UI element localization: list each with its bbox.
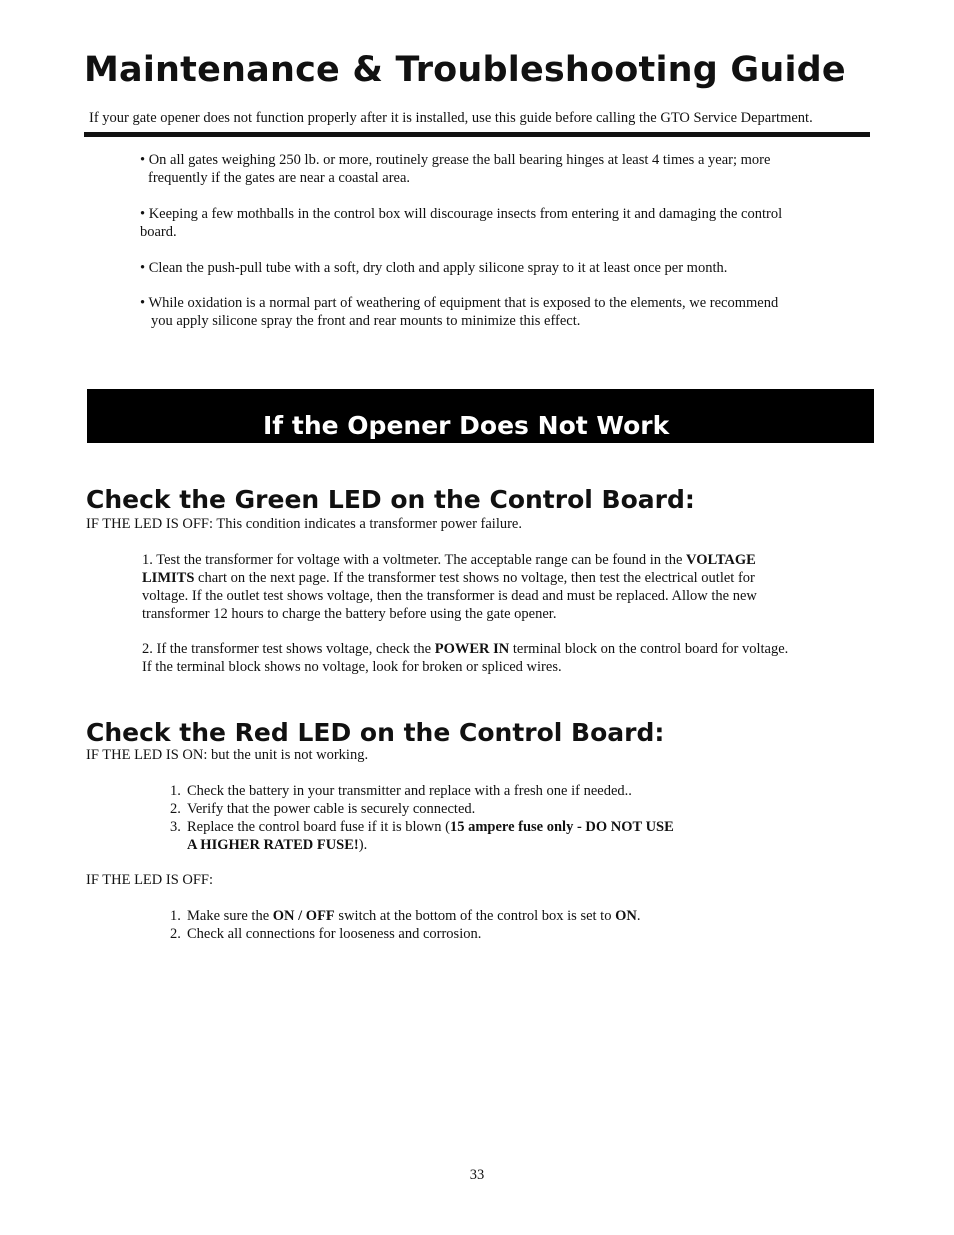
green-led-condition: IF THE LED IS OFF: This condition indicates a transformer power failure. — [86, 516, 522, 532]
page-title: Maintenance & Troubleshooting Guide — [84, 50, 846, 90]
tip-clean-tube: • Clean the push-pull tube with a soft, dry cloth and apply silicone spray to it at least once per month. — [140, 260, 728, 276]
section-banner — [87, 389, 874, 443]
list-item: 1. Check the battery in your transmitter and replace with a fresh one if needed.. — [170, 783, 632, 799]
tip-mothballs: • Keeping a few mothballs in the control box will discourage insects from entering it and damaging the control board. — [140, 206, 783, 240]
list-item: 1. Make sure the ON / OFF switch at the bottom of the control box is set to ON. — [170, 908, 641, 924]
red-led-heading: Check the Red LED on the Control Board: — [86, 718, 665, 747]
list-item: 2. Verify that the power cable is securely connected. — [170, 801, 476, 817]
page-number: 33 — [469, 1167, 485, 1183]
red-led-condition-off: IF THE LED IS OFF: — [86, 872, 214, 888]
divider-rule — [84, 132, 870, 137]
banner-title: If the Opener Does Not Work — [263, 411, 670, 440]
list-item: 2. Check all connections for looseness and corrosion. — [170, 926, 482, 942]
red-led-condition-on: IF THE LED IS ON: but the unit is not working. — [86, 747, 369, 763]
red-led-off-steps — [170, 907, 640, 943]
tip-grease-hinges: • On all gates weighing 250 lb. or more, routinely grease the ball bearing hinges at least 4 times a year; more frequently if the gates are near a coastal area. — [140, 152, 771, 186]
intro-text: If your gate opener does not function properly after it is installed, use this guide before calling the GTO Service Department. — [89, 110, 813, 126]
list-item: 3. Replace the control board fuse if it is blown (15 ampere fuse only - DO NOT USE A HIGHER RATED FUSE!). — [170, 819, 674, 853]
red-led-on-steps — [170, 782, 674, 854]
green-led-heading: Check the Green LED on the Control Board: — [86, 485, 695, 514]
green-led-step-1: 1. Test the transformer for voltage with a voltmeter. The acceptable range can be found in the VOLTAGE LIMITS chart on the next page. If the transformer test shows no voltage, then test the electrical outlet for voltage. If the outlet test shows voltage, then the transformer is dead and must be replaced. Allow the new transformer 12 hours to charge the battery before using the gate opener. — [142, 552, 757, 622]
green-led-step-2: 2. If the transformer test shows voltage, check the POWER IN terminal block on the control board for voltage. If the terminal block shows no voltage, look for broken or spliced wires. — [142, 641, 789, 675]
tip-oxidation: • While oxidation is a normal part of weathering of equipment that is exposed to the elements, we recommend you apply silicone spray the front and rear mounts to minimize this effect. — [140, 295, 779, 329]
